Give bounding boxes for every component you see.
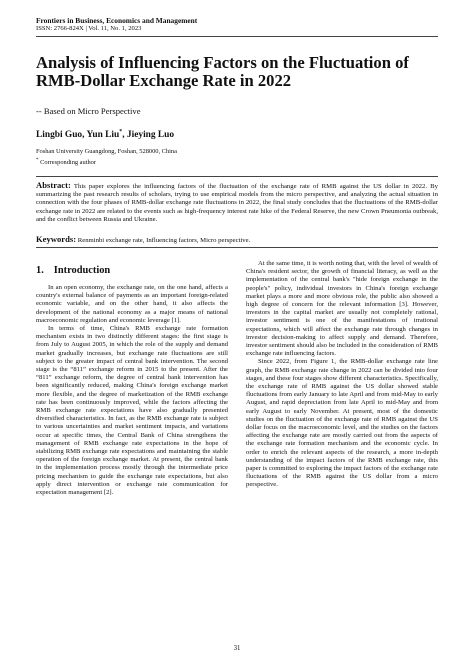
author-list — [36, 127, 174, 141]
journal-issn: ISSN: 2766-824X | Vol. 11, No. 1, 2023 — [36, 25, 142, 32]
paper-title: Analysis of Influencing Factors on the Fluctuation of RMB-Dollar Exchange Rate in 2022 — [36, 53, 409, 90]
body-paragraph: At the same time, it is worth noting that, with the level of wealth of China's resident sector, the growth of financial literacy, as well as the implementation of the central bank's "hide foreign exchange in the people's" policy, individual investors in China's foreign exchange market plays a more and more obvious role, the public also showed a high degree of concern for the relevant information [3]. However, investors in the capital market are usually not completely rational, investor sentiment is one of the manifestations of irrational expectations, which will affect the exchange rate through changes in investor decision-making to affect supply and demand. Therefore, investor sentiment should also be included in the consideration of RMB exchange rate influencing factors. — [246, 260, 438, 358]
section-heading — [36, 265, 228, 277]
corresponding-mark: * — [119, 129, 123, 135]
journal-name: Frontiers in Business, Economics and Management — [36, 16, 198, 25]
paper-subtitle: -- Based on Micro Perspective — [36, 106, 141, 116]
body-paragraph: In an open economy, the exchange rate, on the one hand, affects a country's external balance of payments as an important foreign-related economic variable, and on the other hand, it also affects the development of the national economy as a major means of national macroeconomic regulation and economic leverage [1]. — [36, 284, 228, 324]
right-column — [246, 260, 438, 490]
affiliation: Foshan University Guangdong, Foshan, 528000, China — [36, 148, 177, 155]
page-number: 31 — [233, 645, 241, 652]
body-paragraph: Since 2022, from Figure 1, the RMB-dollar exchange rate line graph, the RMB exchange rate change in 2022 can be divided into four stages, and these four stages show different characteristics. Specifically, the exchange rate of RMB against the US dollar showed stable fluctuations from early January to late April and from mid-May to early August, and rapid depreciation from late April to mid-May and from early August to early November. At present, most of the domestic studies on the fluctuation of the exchange rate of RMB against the US dollar focus on the macroeconomic level, and the studies on the factors affecting the exchange rate are mostly carried out from the aspects of the exchange rate formation mechanism and the economic cycle. In order to enrich the relevant aspects of the research, a more in-depth understanding of the impact factors of the RMB exchange rate, this paper is committed to exploring the impact factors of the exchange rate fluctuations of the RMB against the US dollar from a micro perspective. — [246, 358, 438, 489]
section-title: Introduction — [53, 265, 111, 276]
abstract-text: This paper explores the influencing factors of the fluctuation of the exchange rate of RMB against the US dollar in 2022. By summarizing the past research results of scholars, trying to use empirical models from the micro perspective, and analyzing the actual situation in connection with the four phases of RMB-dollar exchange rate fluctuations in 2022, the final study concludes that the fluctuations of the RMB-dollar exchange rate in 2022 are related to the events such as high-frequency interest rate hike of the Federal Reserve, the new Crown Pneumonia outbreak, and the conflict between Russia and Ukraine. — [36, 183, 438, 223]
left-column — [36, 260, 228, 497]
keywords — [36, 234, 438, 246]
keywords-label: Keywords: — [36, 234, 77, 244]
corresponding-note-text: Corresponding author — [38, 159, 97, 167]
author-3: , Jieying Luo — [122, 130, 175, 141]
body-paragraph: In terms of time, China's RMB exchange rate formation mechanism exists in two distinctly different stages: the first stage is from July to August 2005, in which the role of the supply and demand market gradually increases, but exchange rate fluctuations are still subject to the greater impact of central bank intervention. The second stage is the “811” exchange reform in 2015 to the present. After the “811” exchange reform, the degree of central bank intervention has been significantly reduced, making China's foreign exchange market more flexible, and the degree of marketization of the RMB exchange rate has been continuously improved, while the factors affecting the RMB exchange rate expectations have also gradually presented diversified characteristics. In fact, as the RMB exchange rate is subject to various uncertainties and market sentiment impacts, and variations occur at specific times, the Central Bank of China strengthens the management of RMB exchange rate expectations in the hope of stabilizing RMB exchange rate expectations and maintaining the stable operation of the foreign exchange market. At present, the central bank in the implementation process mostly through the intermediate price pricing mechanism to guide the exchange rate expectations, but also apply direct intervention or exchange rate communication for expectation management [2]. — [36, 325, 228, 497]
section-number: 1. — [36, 265, 44, 276]
author-2: Yun Liu — [86, 130, 120, 141]
abstract — [36, 181, 438, 224]
corresponding-note — [36, 157, 96, 167]
keywords-divider — [36, 247, 438, 248]
abstract-divider — [36, 176, 438, 177]
keywords-text: Renminbi exchange rate, Influencing factors, Micro perspective. — [76, 237, 251, 244]
abstract-label: Abstract: — [36, 180, 71, 190]
corresponding-note-mark: * — [36, 158, 39, 163]
header-divider — [36, 36, 438, 37]
author-1: Lingbi Guo, — [36, 130, 87, 141]
